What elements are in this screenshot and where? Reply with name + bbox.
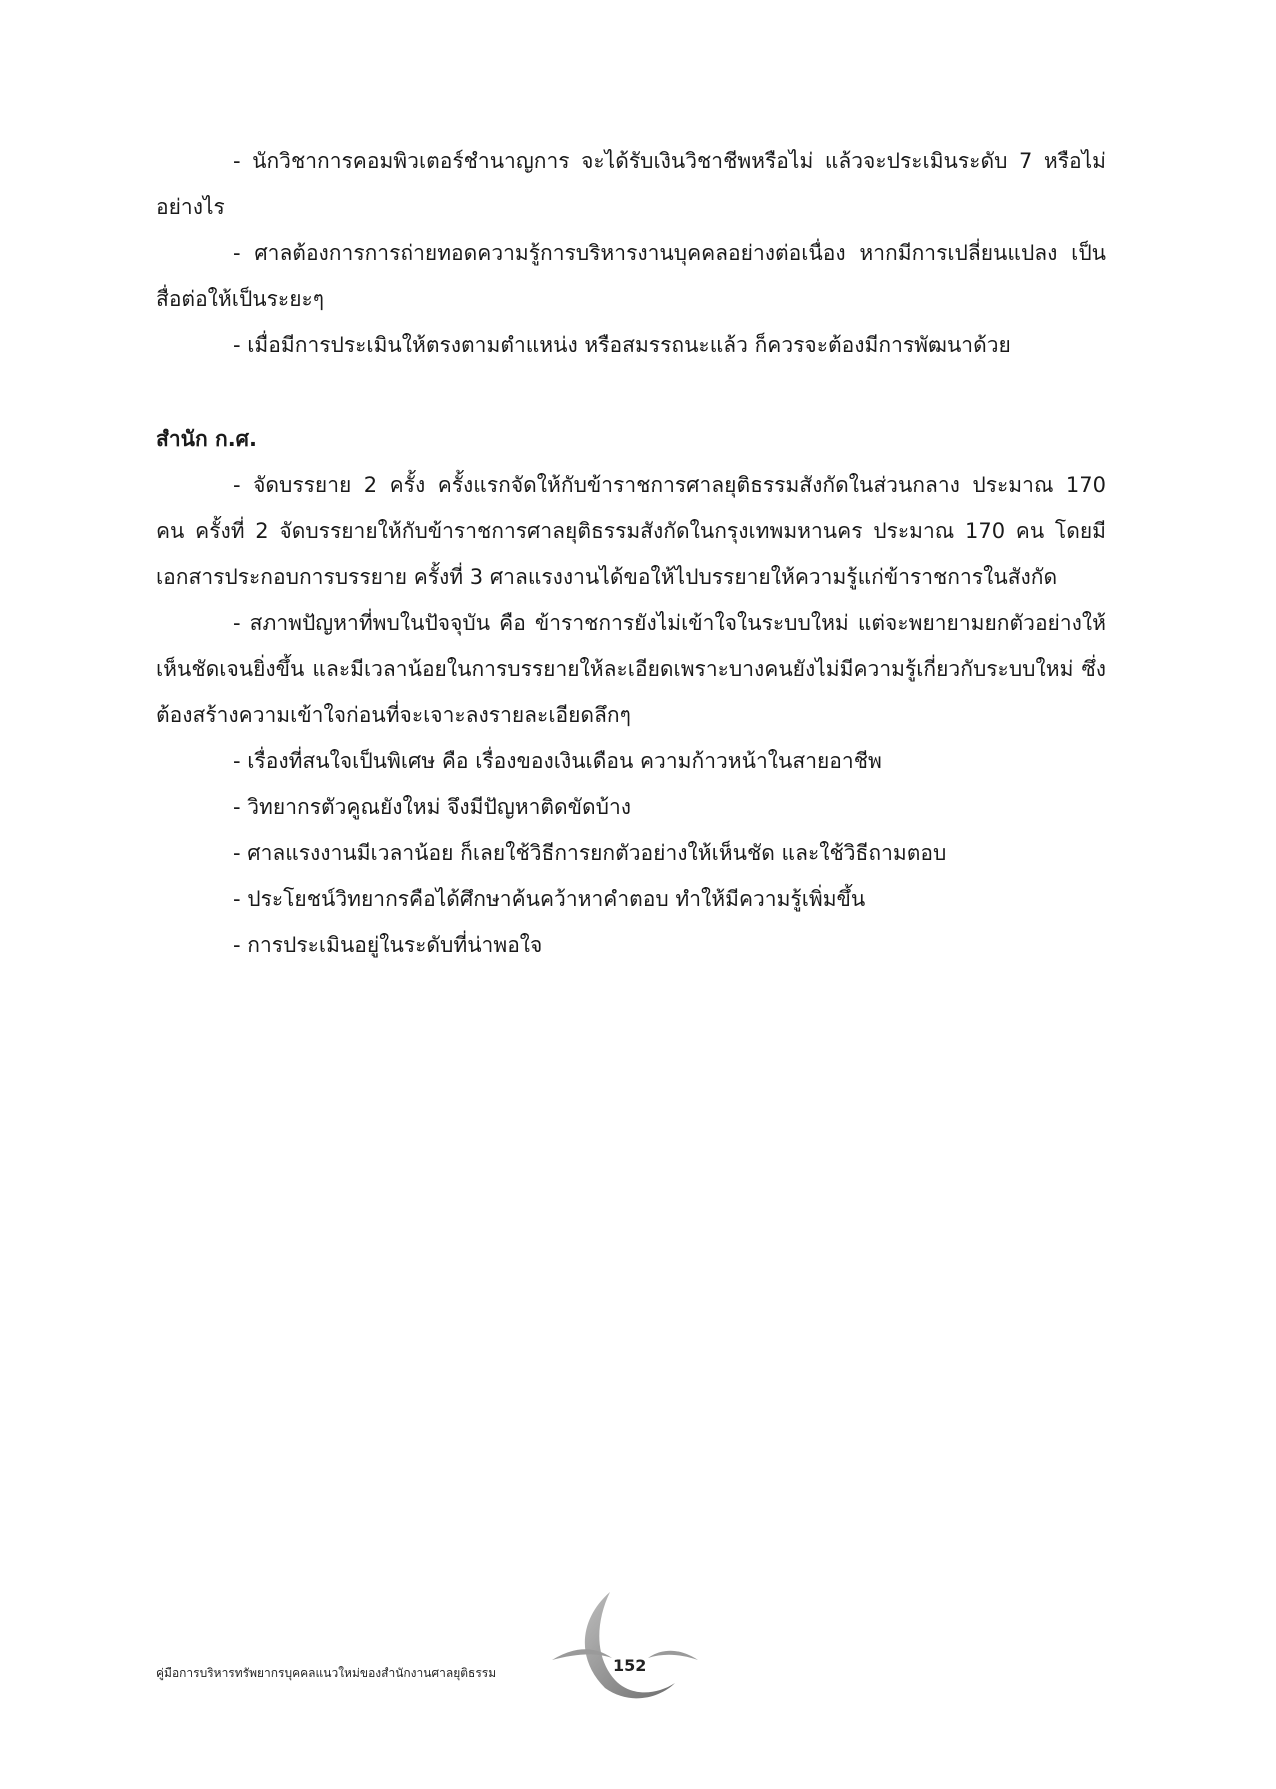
list-item: - ศาลแรงงานมีเวลาน้อย ก็เลยใช้วิธีการยกตัวอย่างให้เห็นชัด และใช้วิธีถามตอบ — [233, 841, 947, 865]
paragraph-development: - เมื่อมีการประเมินให้ตรงตามตำแหน่ง หรือสมรรถนะแล้ว ก็ควรจะต้องมีการพัฒนาด้วย — [233, 333, 1011, 357]
footer-title: คู่มือการบริหารทรัพยากรบุคคลแนวใหม่ของสำนักงานศาลยุติธรรม — [156, 1666, 497, 1680]
paragraph-lectures: - จัดบรรยาย 2 ครั้ง ครั้งแรกจัดให้กับข้าราชการศาลยุติธรรมสังกัดในส่วนกลาง ประมาณ 170 คน ครั้งที่ 2 จัดบรรยายให้กับข้าราชการศาลยุติธรรมสังกัดในกรุงเทพมหานคร ประมาณ 170 คน โดยมีเอกสารประกอบการบรรยาย ครั้งที่ 3 ศาลแรงงานได้ขอให้ไปบรรยายให้ความรู้แก่ข้าราชการในสังกัด — [156, 473, 1106, 589]
list-item: - เรื่องที่สนใจเป็นพิเศษ คือ เรื่องของเงินเดือน ความก้าวหน้าในสายอาชีพ — [233, 749, 882, 773]
paragraph-computer-specialist: - นักวิชาการคอมพิวเตอร์ชำนาญการ จะได้รับเงินวิชาชีพหรือไม่ แล้วจะประเมินระดับ 7 หรือไม่อย่างไร — [156, 149, 1106, 219]
list-item: - วิทยากรตัวคูณยังใหม่ จึงมีปัญหาติดขัดบ้าง — [233, 795, 632, 819]
list-item: - การประเมินอยู่ในระดับที่น่าพอใจ — [233, 933, 543, 957]
section-title: สำนัก ก.ศ. — [156, 427, 257, 451]
list-item: - ประโยชน์วิทยากรคือได้ศึกษาค้นคว้าหาคำตอบ ทำให้มีความรู้เพิ่มขึ้น — [233, 887, 866, 911]
paragraph-problems: - สภาพปัญหาที่พบในปัจจุบัน คือ ข้าราชการยังไม่เข้าใจในระบบใหม่ แต่จะพยายามยกตัวอย่างให้เห็นชัดเจนยิ่งขึ้น และมีเวลาน้อยในการบรรยายให้ละเอียดเพราะบางคนยังไม่มีความรู้เกี่ยวกับระบบใหม่ ซึ่งต้องสร้างความเข้าใจก่อนที่จะเจาะลงรายละเอียดลึกๆ — [156, 611, 1106, 727]
paragraph-knowledge-transfer: - ศาลต้องการการถ่ายทอดความรู้การบริหารงานบุคคลอย่างต่อเนื่อง หากมีการเปลี่ยนแปลง เป็นสื่อต่อให้เป็นระยะๆ — [156, 241, 1106, 311]
document-body — [156, 138, 1106, 968]
page-number: 152 — [613, 1656, 647, 1675]
swirl-logo-icon — [550, 1588, 700, 1708]
